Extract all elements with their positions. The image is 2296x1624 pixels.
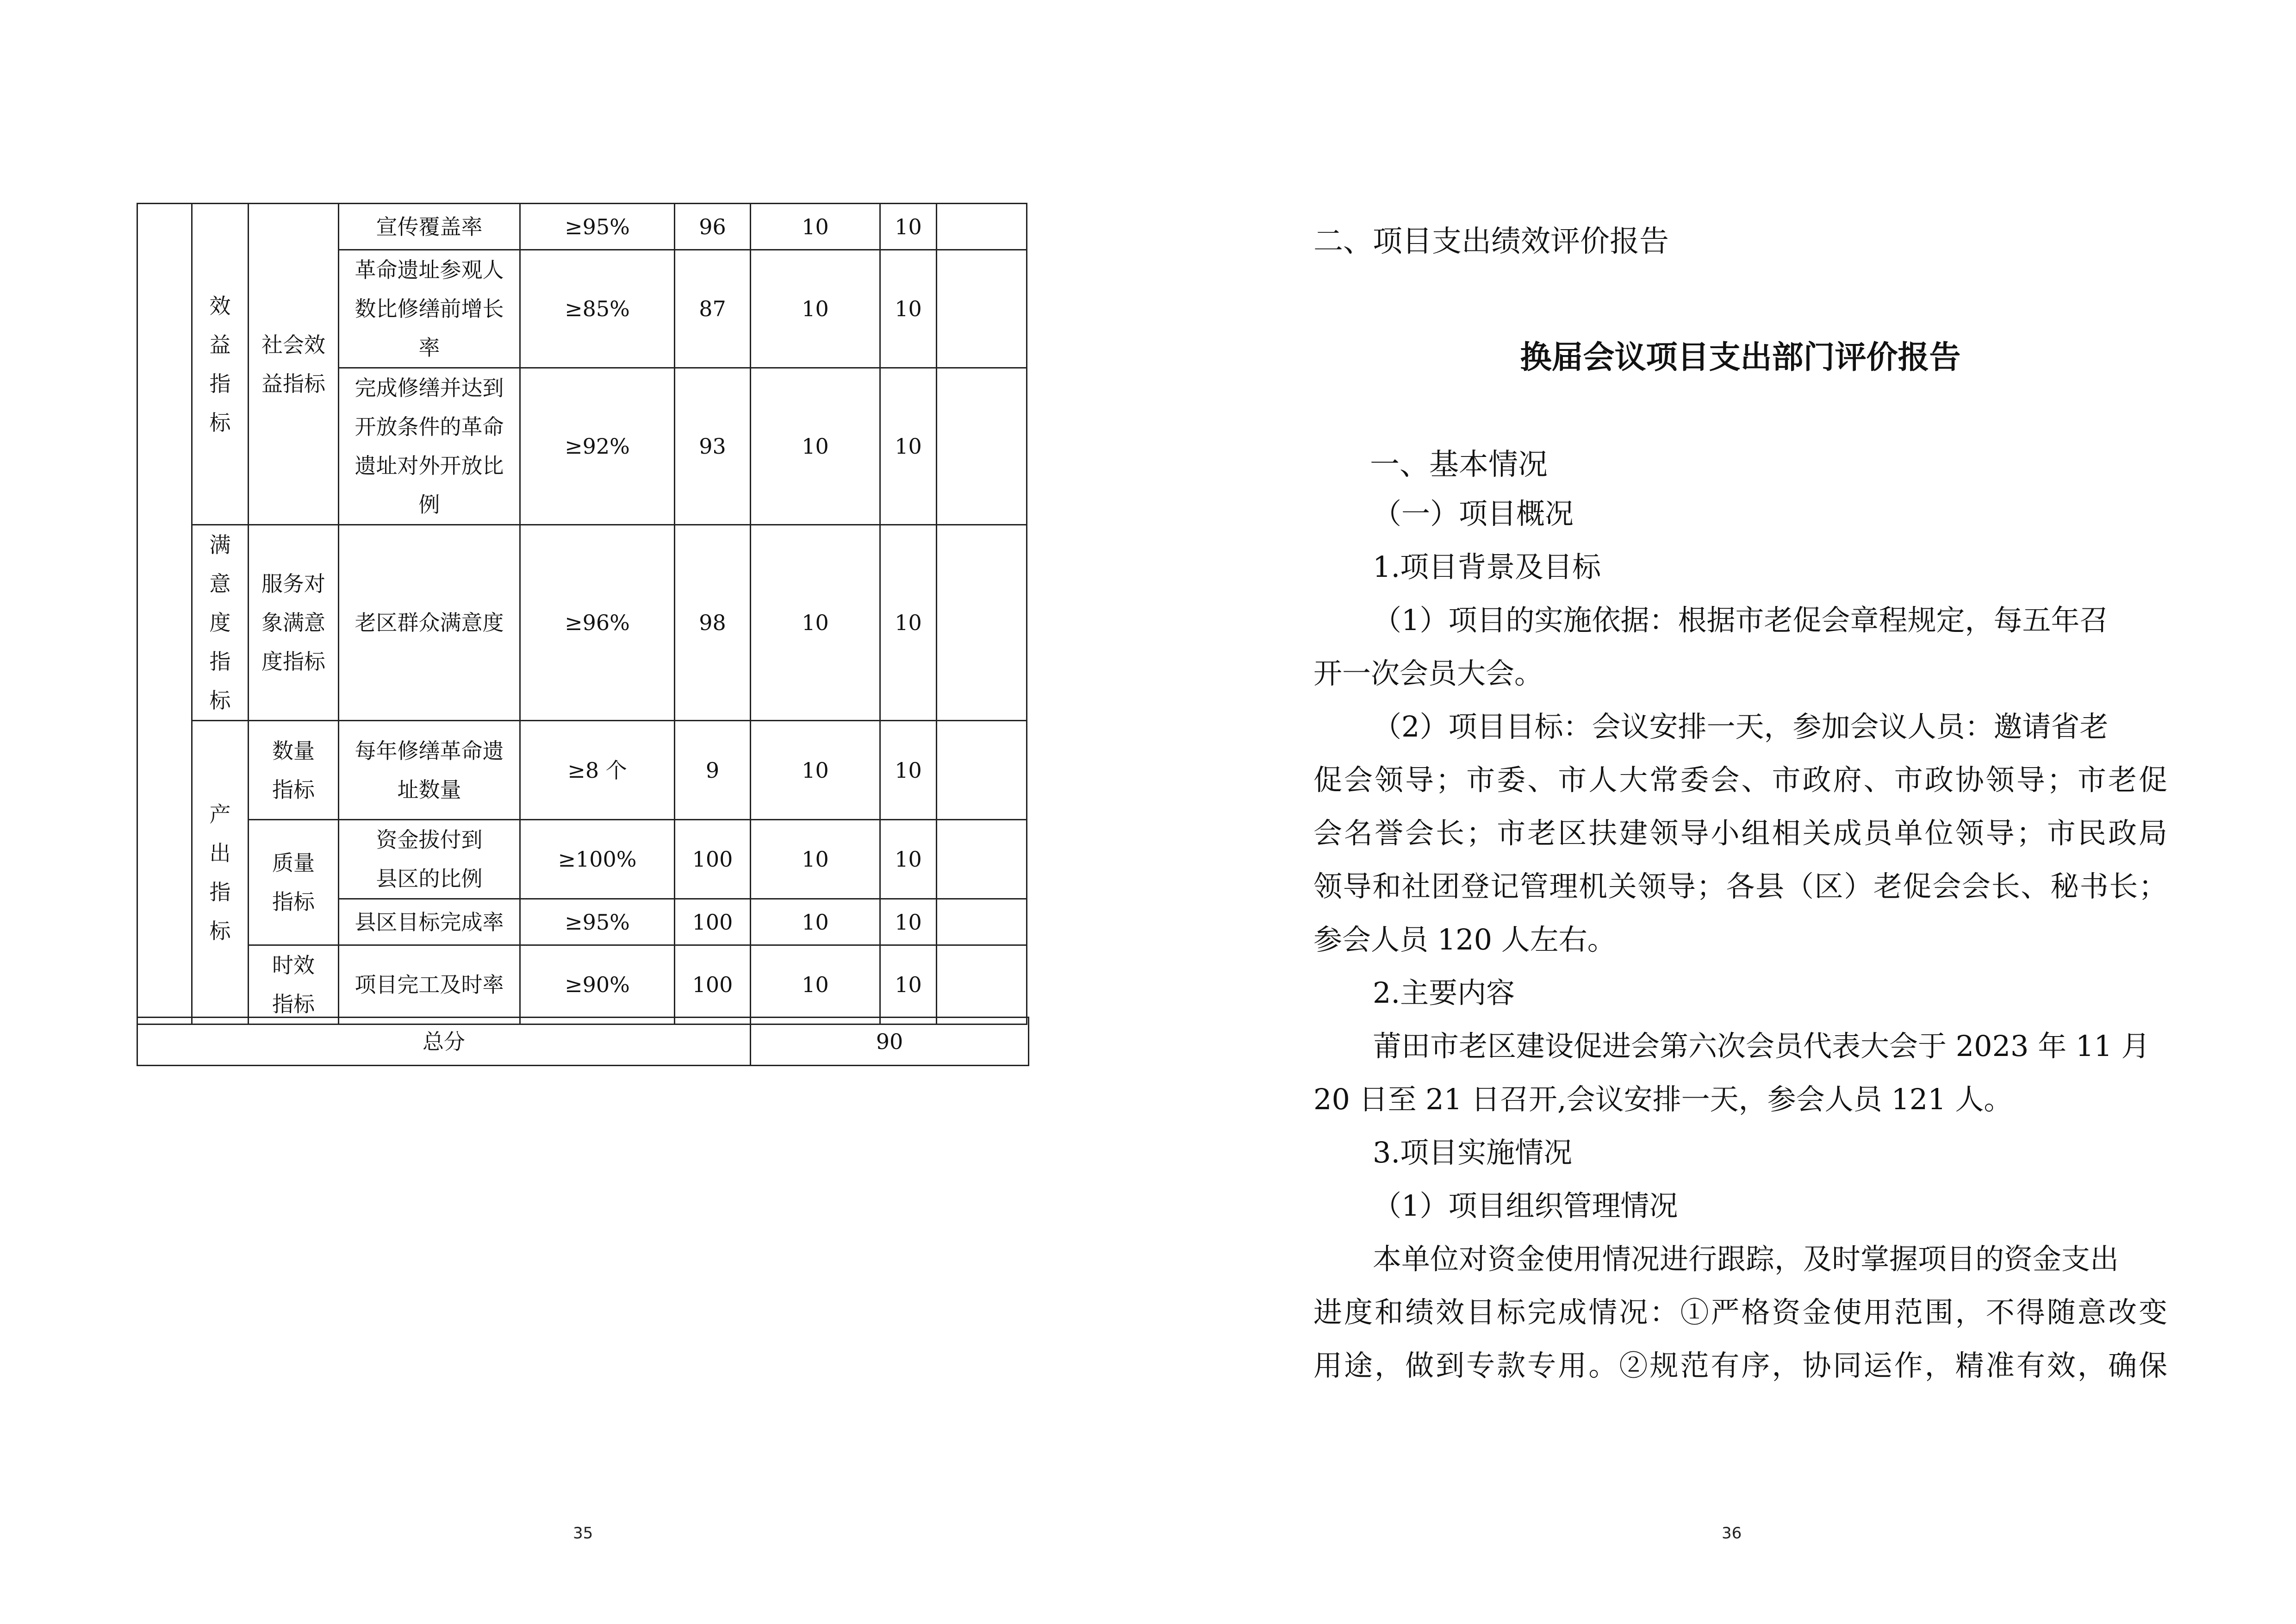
remark-cell	[937, 250, 1027, 368]
actual-cell: 100	[675, 820, 751, 899]
actual-cell: 93	[675, 368, 751, 525]
indicator-cell: 项目完工及时率	[339, 945, 520, 1024]
subcategory-cell-timeliness: 时效指标	[249, 945, 339, 1024]
indicator-cell: 资金拔付到县区的比例	[339, 820, 520, 899]
weight-cell: 10	[751, 945, 880, 1024]
target-cell: ≥90%	[520, 945, 675, 1024]
remark-cell	[937, 945, 1027, 1024]
section-heading: 二、项目支出绩效评价报告	[1313, 225, 1669, 259]
target-cell: ≥100%	[520, 820, 675, 899]
paragraph-line: 用途，做到专款专用。②规范有序，协同运作，精准有效，确保	[1313, 1349, 2167, 1382]
remark-cell	[937, 820, 1027, 899]
category-cell-output: 产出指标	[192, 721, 249, 1024]
page-number: 36	[1722, 1524, 1742, 1543]
subcategory-cell-service: 服务对象满意度指标	[249, 525, 339, 721]
score-cell: 10	[880, 945, 937, 1024]
indicator-cell: 每年修缮革命遗址数量	[339, 721, 520, 820]
weight-cell: 10	[751, 250, 880, 368]
paragraph-line: （1）项目的实施依据：根据市老促会章程规定，每五年召	[1373, 603, 2109, 637]
heading-basic-info: 一、基本情况	[1370, 448, 1548, 482]
total-label: 总分	[137, 1018, 751, 1066]
table-row	[137, 525, 1027, 721]
category-cell-satisfaction: 满意度指标	[192, 525, 249, 721]
target-cell: ≥95%	[520, 204, 675, 250]
total-value: 90	[751, 1018, 1029, 1066]
remark-cell	[937, 204, 1027, 250]
paragraph-line: 莆田市老区建设促进会第六次会员代表大会于 2023 年 11 月	[1373, 1029, 2150, 1063]
paragraph-line: 1.项目背景及目标	[1373, 550, 1601, 584]
paragraph-line: 2.主要内容	[1373, 976, 1515, 1010]
score-cell: 10	[880, 721, 937, 820]
score-cell: 10	[880, 899, 937, 945]
paragraph-line: （一）项目概况	[1373, 497, 1574, 531]
target-cell: ≥96%	[520, 525, 675, 721]
indicator-cell: 宣传覆盖率	[339, 204, 520, 250]
weight-cell: 10	[751, 820, 880, 899]
table-row	[137, 945, 1027, 1024]
target-cell: ≥8 个	[520, 721, 675, 820]
score-cell: 10	[880, 250, 937, 368]
target-cell: ≥95%	[520, 899, 675, 945]
actual-cell: 98	[675, 525, 751, 721]
weight-cell: 10	[751, 899, 880, 945]
paragraph-line: 开一次会员大会。	[1313, 656, 1543, 690]
score-cell: 10	[880, 525, 937, 721]
subcategory-cell-quantity: 数量指标	[249, 721, 339, 820]
blank-left-col	[137, 204, 192, 1024]
paragraph-line: 参会人员 120 人左右。	[1313, 923, 1616, 956]
remark-cell	[937, 899, 1027, 945]
paragraph-line: 20 日至 21 日召开,会议安排一天，参会人员 121 人。	[1313, 1082, 2013, 1116]
actual-cell: 100	[675, 945, 751, 1024]
performance-table	[137, 203, 1027, 1025]
target-cell: ≥92%	[520, 368, 675, 525]
paragraph-line: （2）项目目标：会议安排一天，参加会议人员：邀请省老	[1373, 710, 2109, 743]
indicator-cell: 完成修缮并达到开放条件的革命遗址对外开放比例	[339, 368, 520, 525]
paragraph-line: 会名誉会长；市老区扶建领导小组相关成员单位领导；市民政局	[1313, 816, 2167, 850]
subcategory-cell-quality: 质量指标	[249, 820, 339, 945]
weight-cell: 10	[751, 368, 880, 525]
remark-cell	[937, 368, 1027, 525]
total-row	[137, 1018, 1029, 1066]
score-cell: 10	[880, 368, 937, 525]
remark-cell	[937, 525, 1027, 721]
indicator-cell: 革命遗址参观人数比修缮前增长率	[339, 250, 520, 368]
paragraph-line: 进度和绩效目标完成情况：①严格资金使用范围，不得随意改变	[1313, 1295, 2167, 1329]
indicator-cell: 老区群众满意度	[339, 525, 520, 721]
actual-cell: 100	[675, 899, 751, 945]
category-cell-benefit: 效益指标	[192, 204, 249, 525]
table-row	[137, 820, 1027, 899]
paragraph-line: 本单位对资金使用情况进行跟踪，及时掌握项目的资金支出	[1373, 1242, 2119, 1276]
paragraph-line: （1）项目组织管理情况	[1373, 1189, 1678, 1223]
remark-cell	[937, 721, 1027, 820]
score-cell: 10	[880, 820, 937, 899]
table-row	[137, 204, 1027, 250]
actual-cell: 96	[675, 204, 751, 250]
report-title: 换届会议项目支出部门评价报告	[1520, 339, 1961, 376]
indicator-cell: 县区目标完成率	[339, 899, 520, 945]
score-cell: 10	[880, 204, 937, 250]
total-row-table	[137, 1017, 1029, 1066]
weight-cell: 10	[751, 204, 880, 250]
actual-cell: 87	[675, 250, 751, 368]
target-cell: ≥85%	[520, 250, 675, 368]
paragraph-line: 促会领导；市委、市人大常委会、市政府、市政协领导；市老促	[1313, 763, 2167, 797]
weight-cell: 10	[751, 525, 880, 721]
paragraph-line: 领导和社团登记管理机关领导；各县（区）老促会会长、秘书长；	[1313, 869, 2167, 903]
paragraph-line: 3.项目实施情况	[1373, 1136, 1573, 1169]
subcategory-cell-social: 社会效益指标	[249, 204, 339, 525]
actual-cell: 9	[675, 721, 751, 820]
weight-cell: 10	[751, 721, 880, 820]
table-row	[137, 721, 1027, 820]
page-number: 35	[573, 1524, 593, 1543]
